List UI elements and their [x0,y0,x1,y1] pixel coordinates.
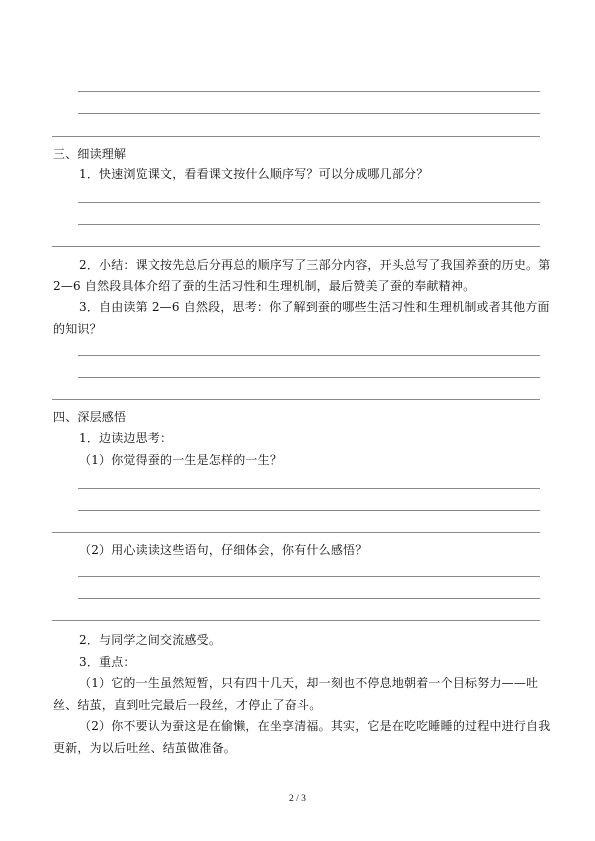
answer-line [78,576,540,577]
answer-line [52,246,540,247]
question-4-2: 2．与同学之间交流感受。 [79,633,222,647]
answer-line [52,136,540,137]
key-point-2-line-2: 更新，为以后吐丝、结茧做准备。 [53,741,237,755]
answer-line [78,598,540,599]
question-4-1-sub-1: （1）你觉得蚕的一生是怎样的一生？ [79,453,283,467]
answer-line [78,488,540,489]
question-1: 1．快速浏览课文，看看课文按什么顺序写？可以分成哪几部分？ [79,167,429,181]
answer-line [78,113,540,114]
answer-line [78,355,540,356]
summary-line-1: 2．小结：课文按先总后分再总的顺序写了三部分内容，开头总写了我国养蚕的历史。第 [79,258,551,272]
section-heading-four: 四、深层感悟 [53,410,127,424]
question-4-3: 3．重点： [79,655,136,669]
question-4-1: 1．边读边思考： [79,431,173,445]
question-4-1-sub-2: （2）用心读读这些语句，仔细体会，你有什么感悟？ [79,543,368,557]
answer-line [78,91,540,92]
question-3-line-2: 的知识？ [53,322,102,336]
answer-line [52,399,540,400]
key-point-1-line-2: 丝、结茧，直到吐完最后一段丝，才停止了奋斗。 [53,698,322,712]
answer-line [78,202,540,203]
answer-line [52,620,540,621]
question-3-line-1: 3．自由读第 2—6 自然段，思考：你了解到蚕的哪些生活习性和生理机制或者其他方面 [79,300,550,314]
key-point-1-line-1: （1）它的一生虽然短暂，只有四十几天，却一刻也不停息地朝着一个目标努力——吐 [79,676,539,690]
answer-line [78,377,540,378]
summary-line-2: 2—6 自然段具体介绍了蚕的生活习性和生理机制，最后赞美了蚕的奉献精神。 [53,279,476,293]
section-heading-three: 三、细读理解 [53,147,127,161]
answer-line [78,510,540,511]
page-number: 2 / 3 [289,794,306,804]
key-point-2-line-1: （2）你不要认为蚕这是在偷懒，在坐享清福。其实，它是在吃吃睡睡的过程中进行自我 [79,719,551,733]
answer-line [78,224,540,225]
answer-line [52,532,540,533]
